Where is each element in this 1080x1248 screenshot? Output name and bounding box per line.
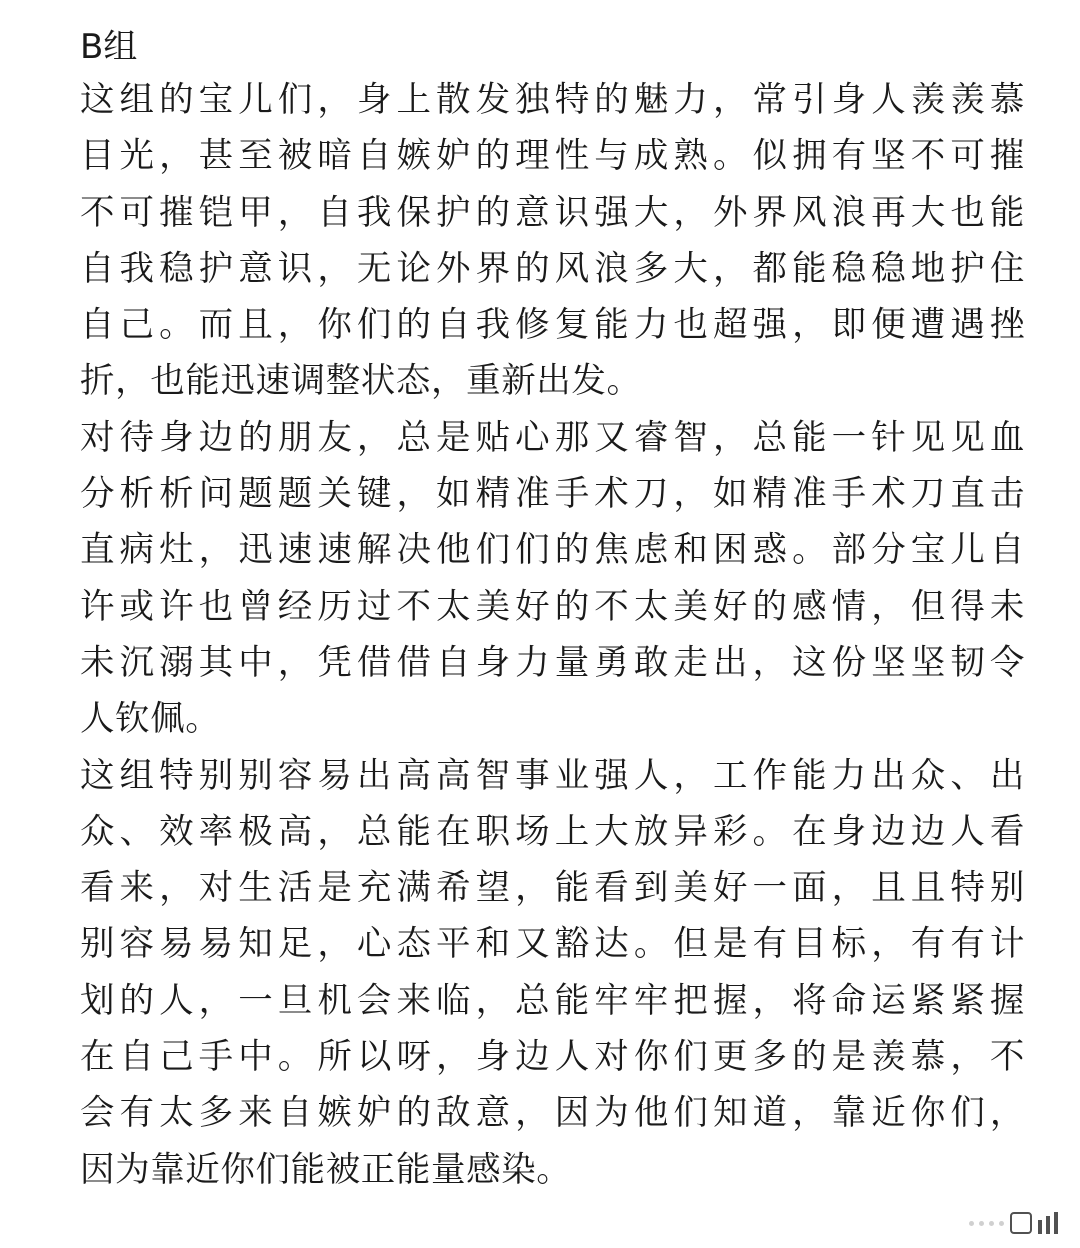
square-icon — [1010, 1212, 1032, 1234]
text-line: 分析析问题题关键，如精准手术刀，如精准手术刀直击 — [80, 474, 1025, 515]
text-line: 许或许也曾经历过不太美好的不太美好的感情，但得未 — [80, 586, 1025, 627]
paragraph-3 — [80, 748, 1025, 1198]
bar-icon — [1038, 1220, 1042, 1234]
document-body — [80, 22, 1025, 1198]
text-line: 别容易易知足，心态平和又豁达。但是有目标，有有计 — [80, 924, 1025, 965]
text-line: 对待身边的朋友，总是贴心那又睿智，总能一针见见血 — [80, 417, 1025, 458]
text-line: 目光，甚至被暗自嫉妒的理性与成熟。似拥有坚不可摧 — [80, 136, 1025, 177]
text-line: 人钦佩。 — [80, 699, 221, 740]
bars-icon — [1038, 1212, 1058, 1234]
text-line: 这组特别别容易出高高智事业强人，工作能力出众、出 — [80, 755, 1025, 796]
dot-icon — [989, 1221, 994, 1226]
document-title: B组 — [80, 27, 138, 67]
dot-icon — [979, 1221, 984, 1226]
paragraph-1 — [80, 72, 1025, 410]
text-line: 看来，对生活是充满希望，能看到美好一面，且且特别 — [80, 868, 1025, 909]
dots-icon — [969, 1221, 1004, 1226]
bar-icon — [1054, 1212, 1058, 1234]
dot-icon — [969, 1221, 974, 1226]
text-line: 自己。而且，你们的自我修复能力也超强，即便遭遇挫 — [80, 305, 1025, 346]
text-line: 折，也能迅速调整状态，重新出发。 — [80, 361, 642, 402]
text-line: 划的人，一旦机会来临，总能牢牢把握，将命运紧紧握 — [80, 980, 1025, 1021]
text-line: 众、效率极高，总能在职场上大放异彩。在身边边人看 — [80, 811, 1025, 852]
text-line: 在自己手中。所以呀，身边人对你们更多的是羡慕，不 — [80, 1037, 1025, 1078]
text-line: 不可摧铠甲，自我保护的意识强大，外界风浪再大也能 — [80, 192, 1025, 233]
paragraph-2 — [80, 410, 1025, 748]
text-line: 自我稳护意识，无论外界的风浪多大，都能稳稳地护住 — [80, 248, 1025, 289]
media-controls-icon — [969, 1212, 1058, 1234]
text-line: 这组的宝儿们，身上散发独特的魅力，常引身人羡羡慕 — [80, 80, 1025, 120]
text-line: 直病灶，迅速速解决他们们的焦虑和困惑。部分宝儿自 — [80, 530, 1025, 571]
bar-icon — [1046, 1216, 1050, 1234]
text-line: 因为靠近你们能被正能量感染。 — [80, 1149, 572, 1190]
text-line: 未沉溺其中，凭借借自身力量勇敢走出，这份坚坚韧令 — [80, 642, 1025, 683]
dot-icon — [999, 1221, 1004, 1226]
text-line: 会有太多来自嫉妒的敌意，因为他们知道，靠近你们， — [80, 1093, 1025, 1134]
